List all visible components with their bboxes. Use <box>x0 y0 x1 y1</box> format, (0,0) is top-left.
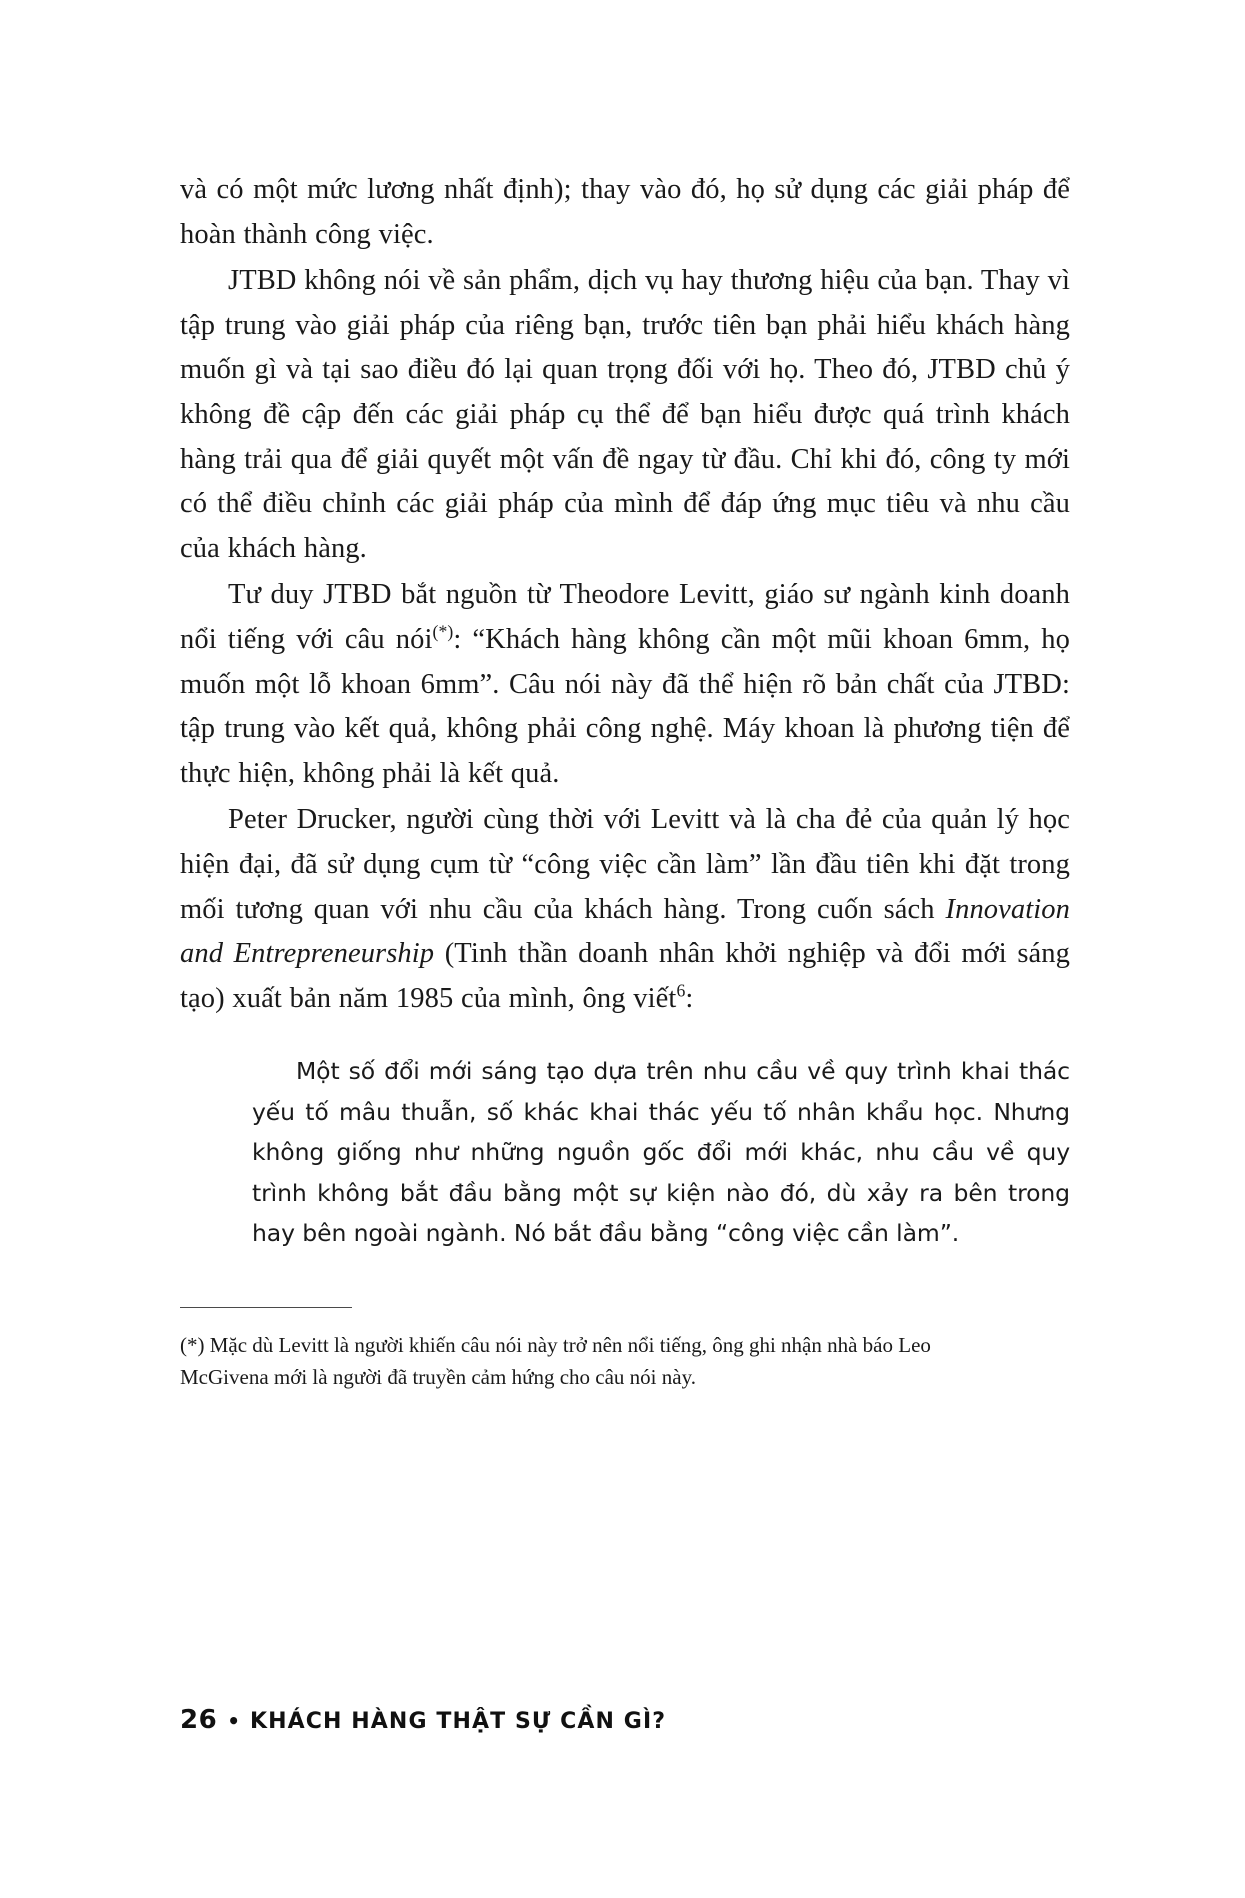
footnote-marker-asterisk: (*) <box>432 621 454 642</box>
book-title-innovation-and-entrepreneurship: Innovation and Entrepreneurship <box>180 893 1070 970</box>
paragraph-drucker <box>180 798 1070 1021</box>
paragraph-levitt <box>180 573 1070 796</box>
footnote-marker-six: 6 <box>676 980 686 1001</box>
levitt-text-after-footnote-marker: : “Khách hàng không cần một mũi khoan 6mm, họ muốn một lỗ khoan 6mm”. Câu nói này đã thể hiện rõ bản chất của JTBD: tập trung vào kết quả, không phải công nghệ. Máy khoan là phương tiện để thực hiện, không phải là kết quả. <box>180 623 1070 789</box>
footnote-levitt: (*) Mặc dù Levitt là người khiến câu nói này trở nên nổi tiếng, ông ghi nhận nhà báo Leo McGivena mới là người đã truyền cảm hứng cho câu nói này. <box>180 1333 931 1390</box>
page-footer <box>180 1705 666 1735</box>
paragraph-continued: và có một mức lương nhất định); thay vào đó, họ sử dụng các giải pháp để hoàn thành công việc. <box>180 174 1070 250</box>
page-number: 26 <box>180 1705 218 1735</box>
folio-separator-dot: • <box>227 1709 240 1733</box>
drucker-text-part-2: (Tinh thần doanh nhân khởi nghiệp và đổi mới sáng tạo) xuất bản năm 1985 của mình, ông viết <box>180 938 1070 1014</box>
levitt-text-before-footnote-marker: Tư duy JTBD bắt nguồn từ Theodore Levitt, giáo sư ngành kinh doanh nổi tiếng với câu nói <box>180 579 1070 655</box>
footnote-divider <box>180 1307 352 1308</box>
blockquote-drucker <box>252 1051 1070 1253</box>
running-title: KHÁCH HÀNG THẬT SỰ CẦN GÌ? <box>249 1709 667 1734</box>
drucker-text-part-3: : <box>685 982 694 1014</box>
blockquote-text: Một số đổi mới sáng tạo dựa trên nhu cầu về quy trình khai thác yếu tố mâu thuẫn, số khác khai thác yếu tố nhân khẩu học. Nhưng không giống như những nguồn gốc đổi mới khác, nhu cầu về quy trình không bắt đầu bằng một sự kiện nào đó, dù xảy ra bên trong hay bên ngoài ngành. Nó bắt đầu bằng “công việc cần làm”. <box>252 1057 1070 1247</box>
drucker-text-part-1: Peter Drucker, người cùng thời với Levitt và là cha đẻ của quản lý học hiện đại, đã sử dụng cụm từ “công việc cần làm” lần đầu tiên khi đặt trong mối tương quan với nhu cầu của khách hàng. Trong cuốn sách <box>180 804 1070 925</box>
paragraph-jtbd-not-about-product: JTBD không nói về sản phẩm, dịch vụ hay thương hiệu của bạn. Thay vì tập trung vào giải pháp của riêng bạn, trước tiên bạn phải hiểu khách hàng muốn gì và tại sao điều đó lại quan trọng đối với họ. Theo đó, JTBD chủ ý không đề cập đến các giải pháp cụ thể để bạn hiểu được quá trình khách hàng trải qua để giải quyết một vấn đề ngay từ đầu. Chỉ khi đó, công ty mới có thể điều chỉnh các giải pháp của mình để đáp ứng mục tiêu và nhu cầu của khách hàng. <box>180 265 1070 564</box>
page-text-column <box>180 168 1070 1394</box>
